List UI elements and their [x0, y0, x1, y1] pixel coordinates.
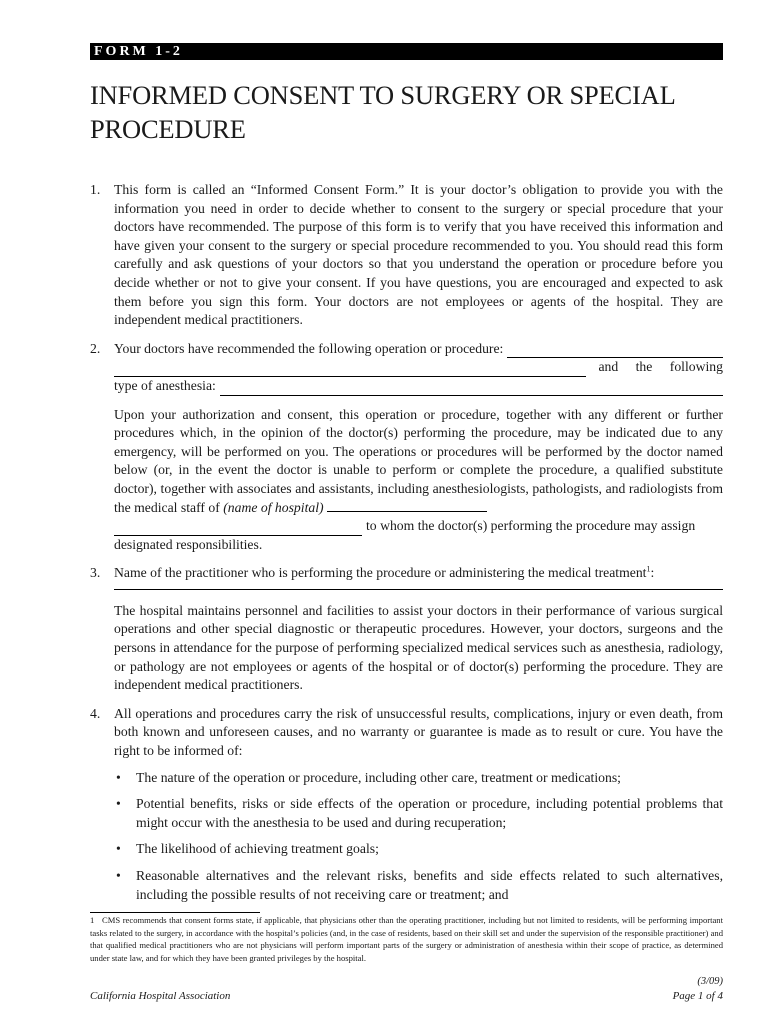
footnote-text: CMS recommends that consent forms state, if applicable, that physicians other than the operating practitioner, including but not limited to residents, will be performing important tasks related to the surgery, in accordance with the hospital’s policies (and, in the case of residents, based on their skill set and under the supervision of the responsible practitioner) and that qualified medical practitioners who are not physicians will perform important parts of the surgery or administration of anesthesia within their scope of practice, as determined under state law, and for which they have been granted privileges by the hospital. — [90, 915, 723, 964]
list-item-text: The nature of the operation or procedure, including other care, treatment or medications; — [136, 769, 621, 785]
bullet: • — [116, 841, 121, 857]
item-3-paragraph: The hospital maintains personnel and facilities to assist your doctors in their performance of various surgical operations and other special diagnostic or therapeutic procedures. However, your doctors, surgeons and the persons in attendance for the purpose of performing specialized medical services such as anesthesia, radiology, or pathology are not employees or agents of the hospital or of doctor(s) performing the procedure. They are independent medical practitioners. — [114, 602, 723, 693]
list-item-text: The likelihood of achieving treatment goals; — [136, 841, 379, 857]
item-2-paragraph — [114, 406, 723, 518]
bullet: • — [116, 868, 121, 883]
list-item — [114, 867, 723, 904]
item-2 — [90, 340, 723, 555]
page-number: Page 1 of 4 — [672, 990, 723, 1002]
list-item — [114, 769, 723, 788]
assign-line — [114, 517, 723, 536]
item-number: 4. — [90, 705, 101, 721]
footnote — [90, 914, 723, 965]
item-1 — [90, 181, 723, 330]
list-item — [114, 795, 723, 832]
practitioner-lead — [114, 564, 723, 583]
footnote-number: 1 — [90, 915, 95, 925]
practitioner-input-line[interactable] — [114, 583, 723, 590]
anesthesia-label: type of anesthesia: — [114, 377, 216, 393]
page-title: INFORMED CONSENT TO SURGERY OR SPECIAL PROCEDURE — [90, 80, 675, 144]
colon: : — [650, 565, 655, 581]
procedure-input-line-2[interactable] — [114, 363, 586, 377]
bullet: • — [116, 796, 121, 812]
item-number: 3. — [90, 565, 101, 581]
name-of-hospital-label: (name of hospital) — [223, 499, 324, 515]
list-item-text: Reasonable alternatives and the relevant risks, benefits and side effects related to such alternatives, including the possible results of not receiving care or treatment; and — [136, 868, 723, 902]
item-2-para-text: Upon your authorization and consent, this operation or procedure, together with any different or further procedures which, in the opinion of the doctor(s) performing the procedure, may be indicated due to any emergency, will be performed on you. The operations or procedures will be performed by the doctor named below (or, in the event the doctor is unable to perform or complete the procedure, a qualified substitute doctor), together with associates and assistants, including anesthesiologists, pathologists, and radiologists from the medical staff of — [114, 406, 723, 515]
procedure-line-2 — [114, 358, 723, 377]
procedure-lead: Your doctors have recommended the following operation or procedure: — [114, 340, 504, 356]
item-number: 1. — [90, 182, 101, 197]
anesthesia-line — [114, 377, 723, 396]
footnote-rule — [90, 912, 260, 913]
practitioner-lead-text: Name of the practitioner who is performing the procedure or administering the medical treatment — [114, 565, 647, 581]
form-label-bar: FORM 1-2 — [90, 43, 723, 60]
hospital-input-line[interactable] — [327, 499, 487, 512]
bullet: • — [116, 769, 121, 785]
item-3 — [90, 564, 723, 695]
procedure-input-line[interactable] — [507, 344, 723, 358]
procedure-line — [114, 340, 723, 359]
item-4 — [90, 705, 723, 904]
item-4-text: All operations and procedures carry the risk of unsuccessful results, complications, injury or even death, from both known and unforeseen causes, and no warranty or guarantee is made as to result or cure. You have the right to be informed of: — [114, 705, 723, 759]
designated-text: designated responsibilities. — [114, 536, 263, 552]
revision-date: (3/09) — [697, 976, 723, 987]
rights-list — [114, 769, 723, 905]
item-1-text: This form is called an “Informed Consent Form.” It is your doctor’s obligation to provide you with the information you need in order to decide whether to consent to the surgery or special procedure that your doctors have recommended. The purpose of this form is to verify that you have received this information and have given your consent to the surgery or special procedure recommended to you. You should read this form carefully and ask questions of your doctors so that you understand the operation or procedure before you decide whether or not to give your consent. If you have questions, you are encouraged and expected to ask them before you sign this form. Your doctors are not employees or agents of the hospital. They are independent medical practitioners. — [114, 182, 723, 328]
footer-organization: California Hospital Association — [90, 990, 231, 1002]
footnote-ref: 1 — [646, 564, 651, 574]
document-body — [90, 181, 723, 912]
list-item-text: Potential benefits, risks or side effects of the operation or procedure, including potential problems that might occur with the anesthesia to be used and during recuperation; — [136, 796, 723, 830]
list-item — [114, 840, 723, 859]
anesthesia-input-line[interactable] — [220, 382, 723, 396]
and-following: and the following — [598, 359, 723, 375]
to-whom-text: to whom the doctor(s) performing the procedure may assign — [366, 518, 696, 534]
item-number: 2. — [90, 340, 101, 356]
hospital-input-line-2[interactable] — [114, 523, 362, 536]
